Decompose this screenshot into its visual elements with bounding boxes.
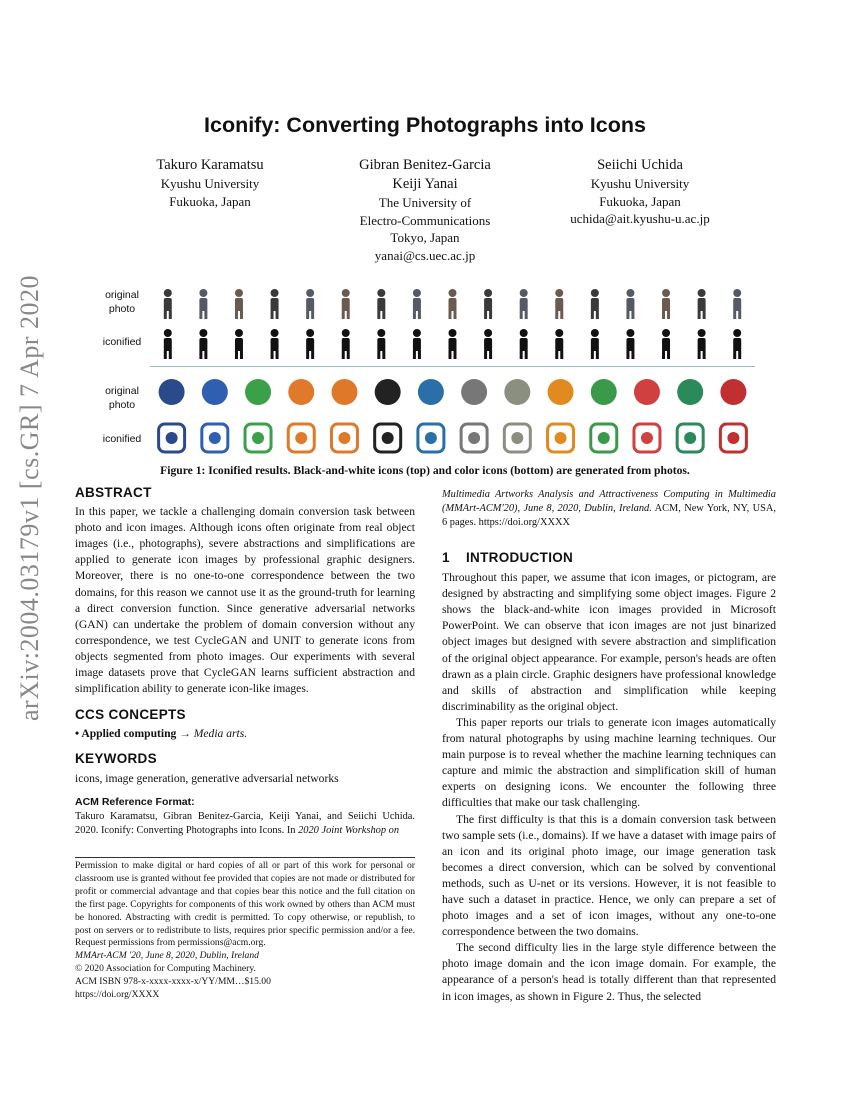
ccs-arrow: → — [176, 727, 194, 741]
photo-thumbnail-17 — [733, 289, 741, 319]
color-icon-10 — [548, 424, 574, 452]
keywords-text: icons, image generation, generative adversarial networks — [75, 771, 339, 785]
author-affiliation: Kyushu University — [160, 176, 260, 191]
photo-thumbnail-6 — [342, 289, 350, 319]
photo-object-4 — [288, 379, 314, 405]
isbn-line: ACM ISBN 978-x-xxxx-xxxx-x/YY/MM…$15.00 — [75, 976, 271, 988]
footnote-rule — [75, 857, 415, 858]
photo-row-bottom — [150, 373, 755, 409]
author-email[interactable]: yanai@cs.uec.ac.jp — [374, 247, 476, 263]
left-column — [75, 485, 415, 838]
doi-line[interactable]: https://doi.org/XXXX — [75, 989, 160, 1001]
row-label-iconified-bottom: iconified — [102, 433, 142, 445]
author-location: Tokyo, Japan — [390, 230, 460, 245]
photo-thumbnail-12 — [555, 289, 563, 319]
right-column — [442, 488, 776, 1005]
permission-block — [75, 860, 415, 1002]
bw-icon-6 — [342, 329, 350, 359]
author-email[interactable]: uchida@ait.kyushu-u.ac.jp — [570, 211, 710, 226]
photo-thumbnail-9 — [449, 289, 457, 319]
bw-icon-4 — [271, 329, 279, 359]
author-location: Fukuoka, Japan — [599, 193, 681, 209]
color-icon-5 — [331, 424, 357, 452]
author-name: Takuro Karamatsu — [156, 157, 264, 173]
bw-icon-10 — [484, 329, 492, 359]
photo-object-3 — [245, 379, 271, 405]
row-label-iconified-top: iconified — [102, 336, 142, 348]
photo-thumbnail-5 — [306, 289, 314, 319]
color-icon-12 — [634, 424, 660, 452]
photo-thumbnail-11 — [520, 289, 528, 319]
acm-ref-body: Takuro Karamatsu, Gibran Benitez-Garcia, Keiji Yanai, and Seiichi Uchida. 2020. Iconify: Converting Photographs into Icons. In — [75, 810, 415, 836]
bw-icon-16 — [698, 329, 706, 359]
author-block-3 — [545, 156, 735, 228]
venue-italic: MMArt-ACM '20, June 8, 2020, Dublin, Ireland — [75, 950, 259, 962]
photo-object-13 — [677, 379, 703, 405]
acm-ref-italic: 2020 Joint Workshop on — [298, 824, 400, 836]
figure-caption: Figure 1: Iconified results. Black-and-white icons (top) and color icons (bottom) are generated from photos. — [160, 464, 690, 477]
figure-separator — [150, 366, 755, 367]
figure-1 — [95, 283, 760, 455]
author-name-2: Keiji Yanai — [392, 176, 458, 192]
photo-thumbnail-14 — [626, 289, 634, 319]
ref-cont-rest: ACM, New York, NY, USA, 6 pages. https://doi.org/XXXX — [442, 503, 776, 528]
intro-heading: 1 INTRODUCTION — [442, 550, 574, 565]
author-affiliation: Kyushu University — [590, 176, 690, 191]
author-name: Gibran Benitez-Garcia — [359, 157, 491, 173]
author-name: Seiichi Uchida — [597, 157, 683, 173]
color-icon-4 — [288, 424, 314, 452]
photo-object-10 — [548, 379, 574, 405]
photo-thumbnail-7 — [377, 289, 385, 319]
acm-ref-text — [75, 810, 415, 838]
arxiv-sidebar — [10, 274, 50, 722]
photo-thumbnail-2 — [199, 289, 207, 319]
color-icon-3 — [245, 424, 271, 452]
author-block-1 — [105, 156, 315, 210]
photo-thumbnail-8 — [413, 289, 421, 319]
bw-icon-13 — [591, 329, 599, 359]
bw-icon-11 — [520, 329, 528, 359]
abstract-heading: ABSTRACT — [75, 485, 152, 500]
photo-object-9 — [504, 379, 530, 405]
arxiv-identifier: arXiv:2004.03179v1 [cs.GR] 7 Apr 2020 — [15, 274, 44, 722]
bw-icon-5 — [306, 329, 314, 359]
author-affiliation-2: Electro-Communications — [359, 212, 491, 228]
photo-object-11 — [591, 379, 617, 405]
color-icon-1 — [159, 424, 185, 452]
color-icon-7 — [418, 424, 444, 452]
acm-ref-continued — [442, 488, 776, 530]
photo-row-top — [150, 285, 755, 321]
row-label-original-bottom: original photo — [105, 385, 139, 411]
author-location: Fukuoka, Japan — [169, 193, 251, 209]
author-affiliation: The University of — [378, 195, 472, 210]
ccs-heading: CCS CONCEPTS — [75, 707, 186, 723]
photo-thumbnail-3 — [235, 289, 243, 319]
color-icon-8 — [461, 424, 487, 452]
photo-thumbnail-10 — [484, 289, 492, 319]
color-icon-11 — [591, 424, 617, 452]
keywords-heading: KEYWORDS — [75, 751, 157, 767]
intro-paragraph-3: The first difficulty is that this is a domain conversion task between two sample sets (i.e., domains). If we have a dataset with image pairs of an icon and its original photo image, our image generation task becomes a direct conversion, which can be solved by conventional methods, such as U-net or its versions. However, it is not feasible to have such a dataset in practice. Hence, we only can prepare a set of photo images and a set of icon images, without any one-to-one correspondence between the two domains. — [442, 812, 776, 939]
icon-row-bottom — [150, 419, 755, 455]
copyright-line: © 2020 Association for Computing Machinery. — [75, 963, 256, 975]
bw-icon-2 — [199, 329, 207, 359]
photo-object-2 — [202, 379, 228, 405]
photo-object-6 — [375, 379, 401, 405]
bw-icon-7 — [377, 329, 385, 359]
photo-thumbnail-13 — [591, 289, 599, 319]
bw-icon-14 — [626, 329, 634, 359]
icon-row-top — [150, 325, 755, 361]
intro-paragraph-4: The second difficulty lies in the large style difference between the photo image domain and the icon image domain. For example, the appearance of a person's head is totally different than that represented in icon images, as shown in Figure 2. Thus, the selected — [442, 941, 776, 1003]
photo-object-12 — [634, 379, 660, 405]
permission-text: Permission to make digital or hard copies of all or part of this work for personal or classroom use is granted without fee provided that copies are not made or distributed for profit or commercial advantage and that copies bear this notice and the full citation on the first page. Copyrights for components of this work owned by others than ACM must be honored. Abstracting with credit is permitted. To copy otherwise, or republish, to post on servers or to redistribute to lists, requires prior specific permission and/or a fee. Request permissions from permissions@acm.org. — [75, 860, 415, 949]
color-icon-6 — [375, 424, 401, 452]
bw-icon-8 — [413, 329, 421, 359]
venue-line — [75, 950, 415, 963]
ccs-concepts — [75, 726, 415, 742]
photo-object-5 — [331, 379, 357, 405]
paper-title: Iconify: Converting Photographs into Icons — [204, 113, 646, 137]
photo-object-1 — [159, 379, 185, 405]
row-label-original-top: original photo — [105, 289, 139, 315]
color-icon-14 — [720, 424, 746, 452]
author-block-2 — [320, 156, 530, 264]
bw-icon-1 — [164, 329, 172, 359]
acm-ref-heading: ACM Reference Format: — [75, 795, 195, 808]
bw-icon-3 — [235, 329, 243, 359]
color-icon-9 — [504, 424, 530, 452]
ccs-bold: • Applied computing — [75, 727, 177, 741]
ccs-italic: Media arts. — [193, 727, 248, 741]
bw-icon-15 — [662, 329, 670, 359]
color-icon-2 — [202, 424, 228, 452]
abstract-text: In this paper, we tackle a challenging domain conversion task between photo and icon images. Although icons often originate from real object images (i.e., photographs), severe abstractions and simplifications are applied to generate icon images by professional graphic designers. Moreover, there is no one-to-one correspondence between the two domains, for this reason we cannot use it as the ground-truth for learning a direct conversion function. Since generative adversarial networks (GAN) can undertake the problem of domain conversion without any correspondence, we test CycleGAN and UNIT to generate icons from objects segmented from photo images. Our experiments with several image datasets prove that CycleGAN learns sufficient abstraction and simplification ability to generate icon-like images. — [75, 505, 415, 696]
intro-paragraph-1: Throughout this paper, we assume that icon images, or pictogram, are designed by abstracting and simplifying some object images. Figure 2 shows the black-and-white icon images provided in Microsoft PowerPoint. We can observe that icon images are not just binarized object images but designed with severe abstraction and simplification of the original object appearance. For example, person's heads are often drawn as a plain circle. Graphic designers have professional knowledge and skills of abstraction and simplification while keeping discriminability as the original object. — [442, 571, 776, 713]
bw-icon-17 — [733, 329, 741, 359]
photo-object-8 — [461, 379, 487, 405]
photo-thumbnail-1 — [164, 289, 172, 319]
photo-object-7 — [418, 379, 444, 405]
bw-icon-12 — [555, 329, 563, 359]
ref-cont-italic: Multimedia Artworks Analysis and Attractiveness Computing in Multimedia (MMArt-ACM'20), June 8, 2020, Dublin, Ireland. — [442, 489, 776, 514]
photo-thumbnail-4 — [271, 289, 279, 319]
color-icon-13 — [677, 424, 703, 452]
photo-object-14 — [720, 379, 746, 405]
intro-paragraph-2: This paper reports our trials to generate icon images automatically from natural photographs by using machine learning techniques. Our main purpose is to reveal whether the machine learning techniques can capture and mimic the abstraction and simplification skill of human experts on designing icons. We encounter the following three difficulties that make our task challenging. — [442, 715, 776, 810]
bw-icon-9 — [449, 329, 457, 359]
photo-thumbnail-16 — [698, 289, 706, 319]
photo-thumbnail-15 — [662, 289, 670, 319]
